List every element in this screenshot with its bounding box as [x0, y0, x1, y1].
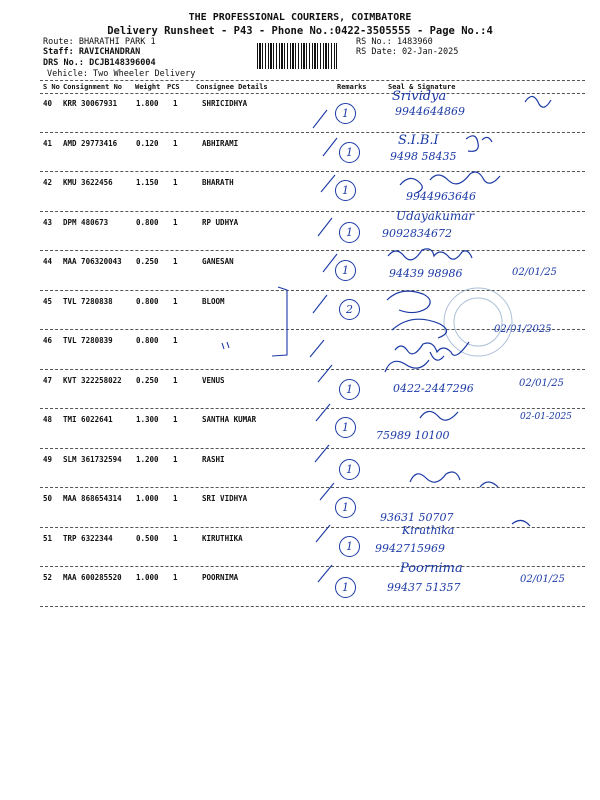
row-sno: 42: [43, 178, 53, 187]
drs-label: DRS No.:: [43, 58, 84, 68]
row-signature-phone: 9944963646: [406, 190, 476, 203]
row-signature: Kiruthika: [402, 523, 455, 537]
row-consignment-no: AMD 29773416: [63, 138, 118, 148]
row-pcs: 1: [173, 99, 178, 108]
row-weight: 0.250: [136, 257, 159, 266]
row-consignment-no: MAA 600285520: [63, 573, 122, 582]
row-sno: 49: [43, 454, 53, 464]
col-consignment: Consignment No: [63, 83, 123, 91]
row-remark-code: 1: [335, 103, 356, 124]
row-consignee: SANTHA KUMAR: [202, 415, 257, 424]
row-signature: Srividya: [392, 89, 447, 104]
row-consignment-no: MAA 706320043: [63, 257, 122, 266]
row-signature-phone: 9498 58435: [390, 149, 457, 163]
row-pcs: 1: [173, 138, 178, 148]
bracket-mark-icon: [222, 287, 287, 356]
row-signature: S.I.B.I: [398, 132, 439, 148]
row-signature-phone: 75989 10100: [376, 429, 450, 442]
row-remark-code: 1: [339, 536, 360, 557]
row-sno: 44: [43, 257, 53, 266]
row-pcs: 1: [173, 178, 178, 187]
row-consignee: BHARATH: [202, 178, 234, 187]
row-weight: 1.000: [136, 573, 159, 582]
row-signature-date: 02/01/25: [520, 574, 565, 585]
row-pcs: 1: [173, 375, 178, 385]
col-weight: Weight: [135, 83, 161, 91]
row-consignee: SHRICIDHYA: [202, 99, 248, 108]
row-sno: 52: [43, 573, 53, 582]
row-consignment-no: MAA 868654314: [63, 494, 122, 503]
row-weight: 1.200: [136, 454, 159, 464]
row-consignee: RASHI: [202, 454, 225, 464]
row-remark-code: 1: [339, 379, 360, 400]
row-weight: 0.800: [136, 336, 159, 345]
row-signature-phone: 94439 98986: [389, 267, 463, 280]
row-consignee: VENUS: [202, 375, 225, 385]
row-pcs: 1: [173, 415, 178, 424]
signature-scribbles-icon: [385, 96, 551, 526]
col-remarks: Remarks: [337, 83, 367, 91]
delivery-seal-stamp-icon: [444, 288, 512, 356]
row-weight: 1.300: [136, 415, 159, 424]
row-pcs: 1: [173, 533, 178, 543]
row-weight: 1.800: [136, 99, 159, 108]
row-remark-code: 1: [335, 497, 356, 518]
row-remark-code: 1: [335, 417, 356, 438]
row-pcs: 1: [173, 573, 178, 582]
row-signature-phone: 99437 51357: [387, 581, 461, 594]
row-pcs: 1: [173, 296, 178, 306]
row-sno: 51: [43, 533, 53, 543]
row-signature: Udayakumar: [396, 208, 475, 223]
company-title: THE PROFESSIONAL COURIERS, COIMBATORE: [188, 12, 412, 23]
row-weight: 0.800: [136, 296, 159, 306]
row-signature-date: 02/01/25: [512, 267, 557, 278]
row-consignment-no: TVL 7280839: [63, 336, 113, 345]
row-pcs: 1: [173, 257, 178, 266]
row-remark-code: 1: [335, 577, 356, 598]
vehicle-label: Vehicle: Two Wheeler Delivery: [47, 69, 196, 79]
row-sno: 48: [43, 415, 53, 424]
row-weight: 0.250: [136, 375, 159, 385]
row-sno: 46: [43, 336, 53, 345]
row-consignment-no: TRP 6322344: [63, 533, 113, 543]
row-signature-phone: 9942715969: [375, 541, 445, 555]
row-weight: 1.150: [136, 178, 159, 187]
rs-date: RS Date: 02-Jan-2025: [356, 47, 459, 57]
runsheet-subtitle: Delivery Runsheet - P43 - Phone No.:0422-3505555 - Page No.:4: [107, 25, 493, 37]
col-seal-signature: Seal & Signature: [388, 83, 456, 91]
row-sno: 41: [43, 138, 53, 148]
row-signature-date: 02/01/2025: [494, 324, 552, 335]
row-remark-code: 1: [335, 180, 356, 201]
row-consignee: POORNIMA: [202, 573, 239, 582]
row-sno: 50: [43, 494, 53, 503]
row-consignee: SRI VIDHYA: [202, 494, 248, 503]
row-consignee: GANESAN: [202, 257, 234, 266]
row-consignment-no: DPM 480673: [63, 217, 109, 227]
row-sno: 45: [43, 296, 53, 306]
col-sno: S No: [43, 83, 60, 91]
row-weight: 1.000: [136, 494, 159, 503]
sign-date-49: 02-01-2025: [520, 412, 572, 422]
row-pcs: 1: [173, 336, 178, 345]
row-remark-code: 1: [339, 222, 360, 243]
remark-ticks-icon: [310, 110, 337, 582]
row-signature-phone: 93631 50707: [380, 511, 454, 524]
row-sno: 47: [43, 375, 53, 385]
row-remark-code: 2: [339, 299, 360, 320]
row-pcs: 1: [173, 217, 178, 227]
row-consignee: BLOOM: [202, 296, 225, 306]
row-consignee: RP UDHYA: [202, 217, 239, 227]
row-consignee: KIRUTHIKA: [202, 533, 243, 543]
drs-value: DCJB148396004: [89, 58, 156, 68]
row-consignment-no: KMU 3622456: [63, 178, 113, 187]
staff-label: Staff:: [43, 47, 74, 57]
row-weight: 0.500: [136, 533, 159, 543]
row-consignment-no: SLM 361732594: [63, 454, 122, 464]
route-label: Route: BHARATHI PARK 1: [43, 37, 156, 47]
row-weight: 0.120: [136, 138, 159, 148]
row-signature-phone: 9092834672: [382, 226, 452, 240]
row-remark-code: 1: [339, 459, 360, 480]
row-signature-phone: 9944644869: [395, 105, 465, 118]
row-sno: 40: [43, 99, 53, 108]
row-remark-code: 1: [335, 260, 356, 281]
row-consignee: ABHIRAMI: [202, 138, 239, 148]
rs-number: RS No.: 1483960: [356, 37, 433, 47]
row-pcs: 1: [173, 454, 178, 464]
staff-value: RAVICHANDRAN: [78, 47, 141, 57]
row-consignment-no: TVL 7280838: [63, 296, 113, 306]
row-consignment-no: KRR 30067931: [63, 99, 118, 108]
row-consignment-no: KVT 322258022: [63, 375, 122, 385]
row-weight: 0.800: [136, 217, 159, 227]
col-pcs: PCS: [167, 83, 180, 91]
col-consignee: Consignee Details: [196, 83, 268, 91]
row-remark-code: 1: [339, 142, 360, 163]
row-signature-phone: 0422-2447296: [393, 381, 474, 395]
row-signature: Poornima: [400, 561, 463, 576]
row-consignment-no: TMI 6022641: [63, 415, 113, 424]
row-pcs: 1: [173, 494, 178, 503]
row-sno: 43: [43, 217, 53, 227]
row-signature-date: 02/01/25: [519, 377, 564, 389]
